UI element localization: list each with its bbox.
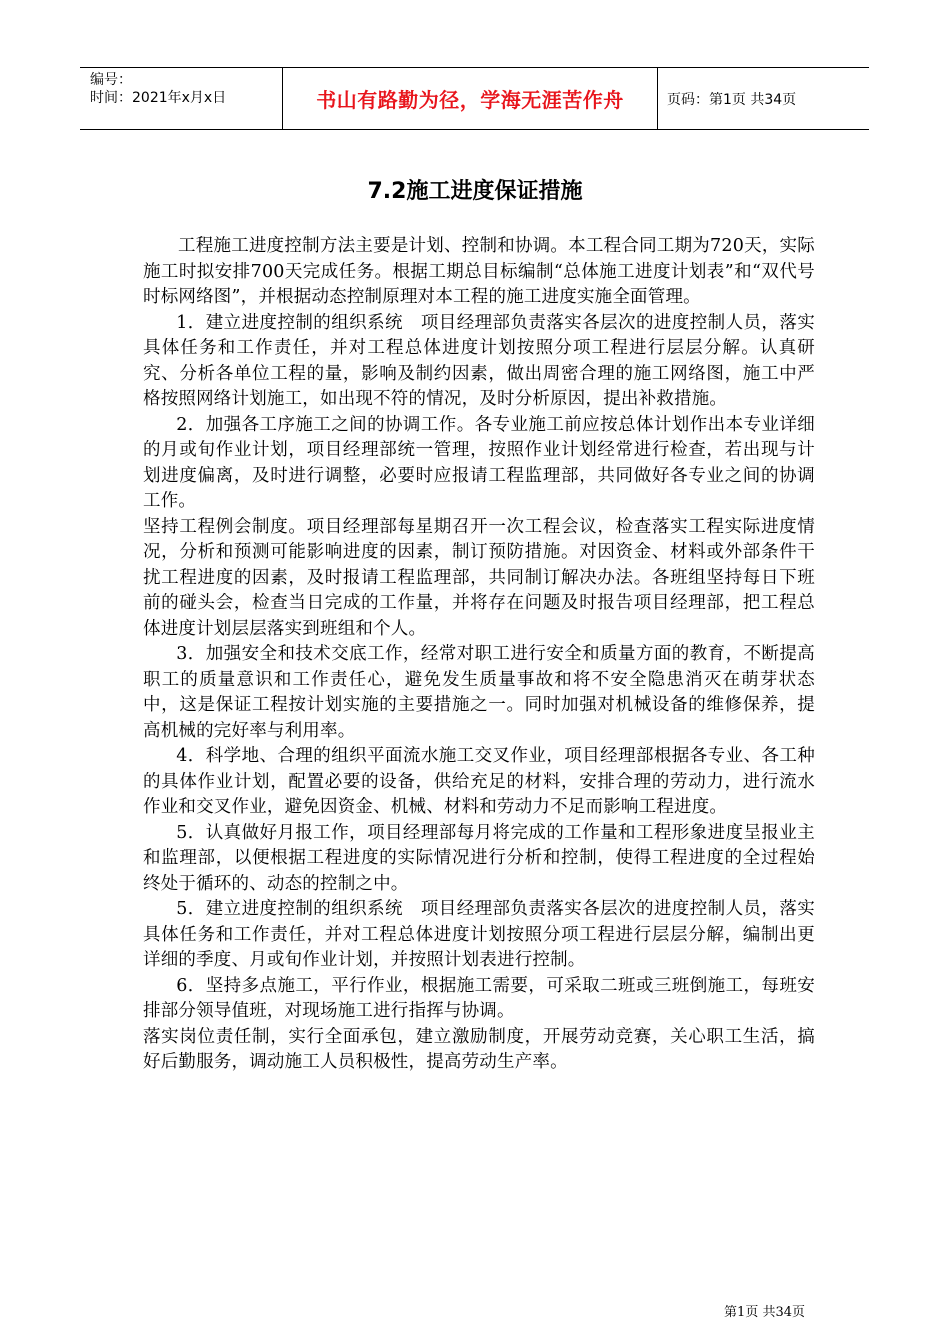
- paragraph-item-2: 2．加强各工序施工之间的协调工作。各专业施工前应按总体计划作出本专业详细的月或旬作业计划，项目经理部统一管理，按照作业计划经常进行检查，若出现与计划进度偏离，及时进行调整，必要时应报请工程监理部，共同做好各专业之间的协调工作。: [143, 414, 815, 511]
- page-title: 7.2施工进度保证措施: [367, 179, 583, 204]
- paragraph-item-4: 4．科学地、合理的组织平面流水施工交叉作业，项目经理部根据各专业、各工种的具体作业计划，配置必要的设备，供给充足的材料，安排合理的劳动力，进行流水作业和交叉作业，避免因资金、机械、材料和劳动力不足而影响工程进度。: [143, 746, 815, 817]
- document-time-label: 时间：2021年x月x日: [90, 90, 227, 106]
- paragraph-item-6: 6．坚持多点施工，平行作业，根据施工需要，可采取二班或三班倒施工，每班安排部分领导值班，对现场施工进行指挥与协调。: [143, 975, 815, 1021]
- header-motto: 书山有路勤为径，学海无涯苦作舟: [316, 88, 624, 112]
- document-header: [80, 67, 869, 130]
- document-code-label: 编号：: [90, 72, 132, 88]
- document-body: [143, 234, 815, 1076]
- paragraph-item-1: 1．建立进度控制的组织系统 项目经理部负责落实各层次的进度控制人员，落实具体任务和工作责任，并对工程总体进度计划按照分项工程进行层层分解。认真研究、分析各单位工程的量，影响及制约因素，做出周密合理的施工网络图，施工中严格按照网络计划施工，如出现不符的情况，及时分析原因，提出补救措施。: [143, 312, 815, 409]
- header-meta: [80, 68, 282, 129]
- header-motto-cell: [282, 68, 658, 129]
- header-page-info: 页码：第1页 共34页: [667, 91, 797, 108]
- paragraph-item-5a: 5．认真做好月报工作，项目经理部每月将完成的工作量和工程形象进度呈报业主和监理部，以便根据工程进度的实际情况进行分析和控制，使得工程进度的全过程始终处于循环的、动态的控制之中。: [143, 822, 815, 894]
- paragraph-item-3: 3．加强安全和技术交底工作，经常对职工进行安全和质量方面的教育，不断提高职工的质量意识和工作责任心，避免发生质量事故和将不安全隐患消灭在萌芽状态中，这是保证工程按计划实施的主要措施之一。同时加强对机械设备的维修保养，提高机械的完好率与利用率。: [143, 644, 815, 741]
- paragraph-responsibility: 落实岗位责任制，实行全面承包，建立激励制度，开展劳动竞赛，关心职工生活，搞好后勤服务，调动施工人员积极性，提高劳动生产率。: [143, 1026, 815, 1072]
- paragraph-meeting-system: 坚持工程例会制度。项目经理部每星期召开一次工程会议，检查落实工程实际进度情况，分析和预测可能影响进度的因素，制订预防措施。对因资金、材料或外部条件干扰工程进度的因素，及时报请工程监理部，共同制订解决办法。各班组坚持每日下班前的碰头会，检查当日完成的工作量，并将存在问题及时报告项目经理部，把工程总体进度计划层层落实到班组和个人。: [143, 516, 815, 639]
- header-page-cell: [657, 68, 869, 129]
- paragraph-item-5b: 5．建立进度控制的组织系统 项目经理部负责落实各层次的进度控制人员，落实具体任务和工作责任，并对工程总体进度计划按照分项工程进行层层分解，编制出更详细的季度、月或旬作业计划，并按照计划表进行控制。: [143, 899, 815, 970]
- footer-page-number: 第1页 共34页: [724, 1305, 805, 1320]
- paragraph-intro: 工程施工进度控制方法主要是计划、控制和协调。本工程合同工期为720天，实际施工时拟安排700天完成任务。根据工期总目标编制“总体施工进度计划表”和“双代号时标网络图”，并根据动态控制原理对本工程的施工进度实施全面管理。: [143, 236, 815, 307]
